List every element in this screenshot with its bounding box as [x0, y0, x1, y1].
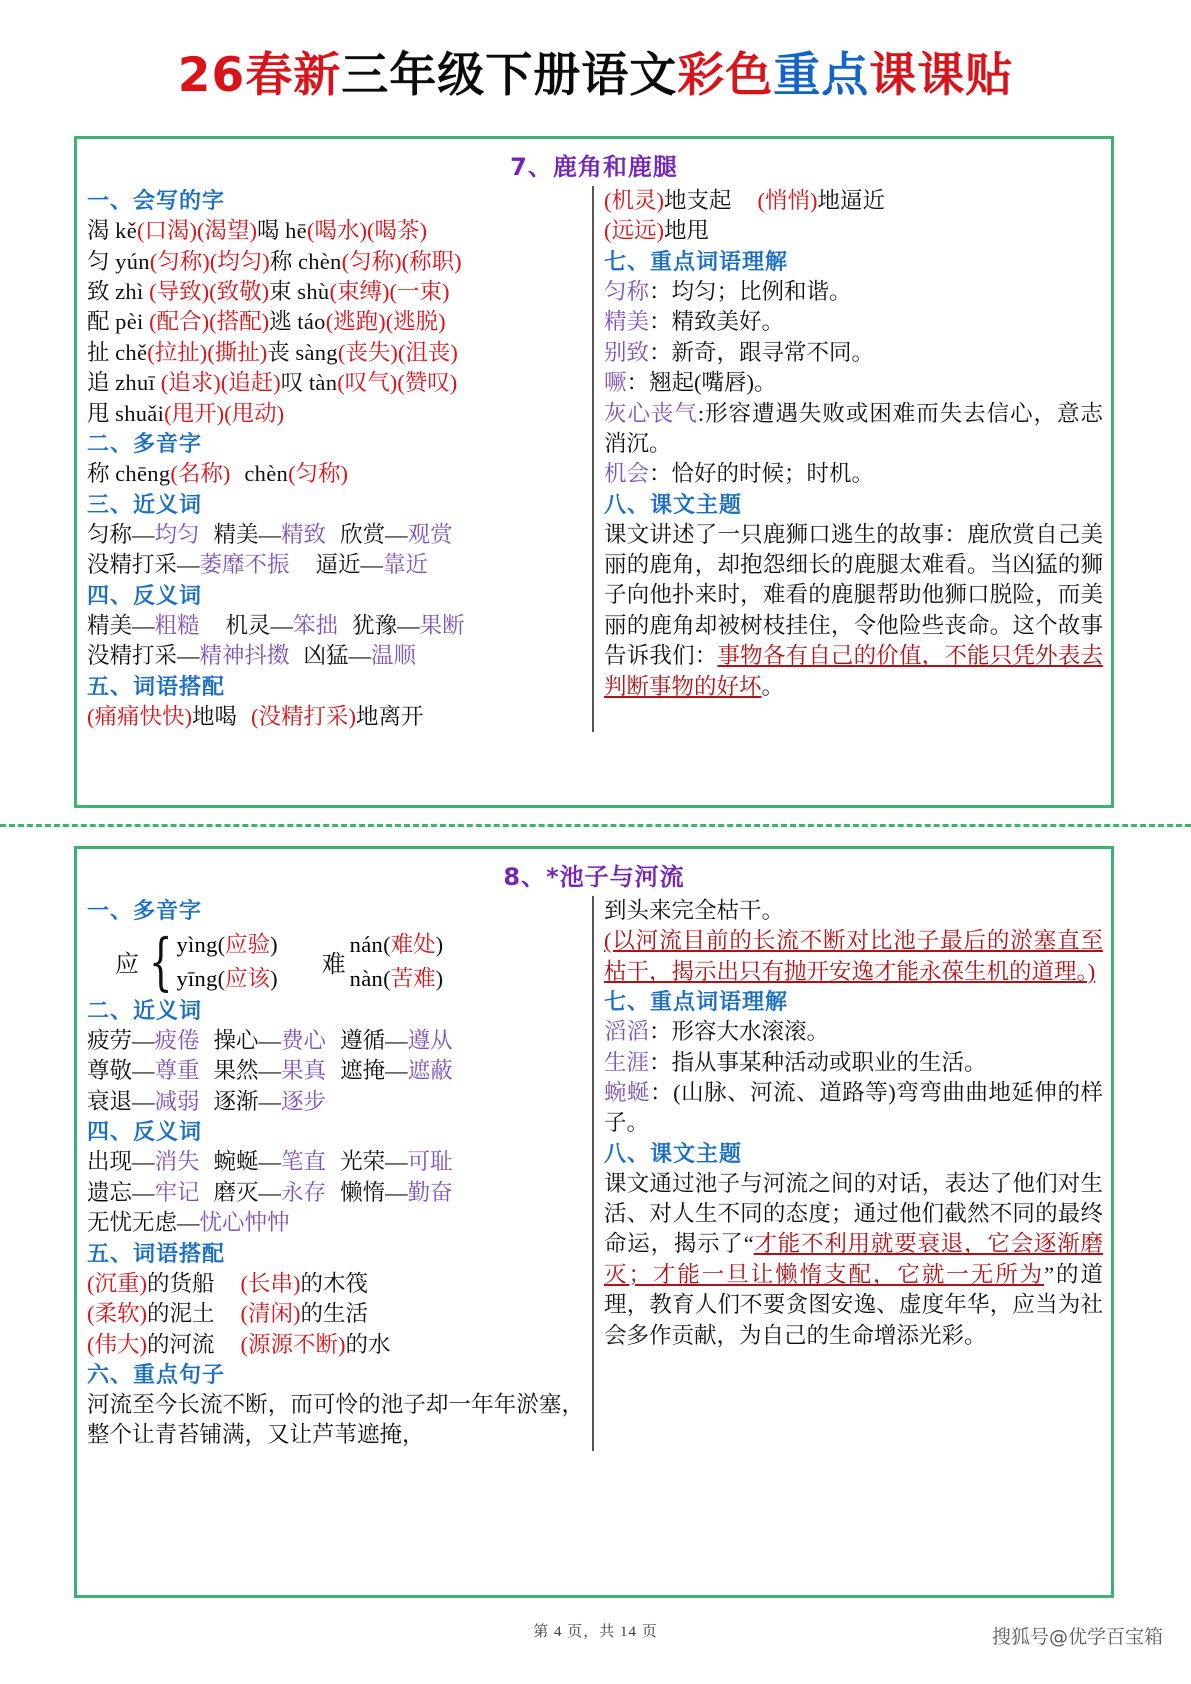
- section-heading-antonyms: 四、反义词: [87, 1120, 203, 1146]
- section-heading-synonyms: 二、近义词: [87, 998, 203, 1024]
- glossary-entry: 生涯：指从事某种活动或职业的生活。: [604, 1049, 987, 1075]
- lesson-8-right-column: [594, 896, 1111, 1451]
- antonym-line: 遗忘—牢记 磨灭—永存 懒惰—勤奋: [87, 1179, 453, 1205]
- section-heading-synonyms: 三、近义词: [87, 492, 203, 518]
- section-heading-collocations: 五、词语搭配: [87, 674, 226, 700]
- theme-paragraph: [604, 1169, 1103, 1351]
- page-title: [0, 0, 1191, 115]
- glossary-entry: 灰心丧气:形容遭遇失败或困难而失去信心，意志消沉。: [604, 400, 1103, 456]
- left-brace-icon: {: [148, 924, 173, 998]
- char-line: 扯 chě(拉扯)(撕扯)丧 sàng(丧失)(沮丧): [87, 339, 458, 365]
- antonym-line: 出现—消失 蜿蜒—笔直 光荣—可耻: [87, 1149, 453, 1175]
- lesson-8-heading: 8、*池子与河流: [503, 863, 685, 891]
- collocation-line: (柔软)的泥土 (清闲)的生活: [87, 1301, 369, 1327]
- collocation-line: (痛痛快快)地喝 (没精打采)地离开: [87, 703, 424, 729]
- glossary-term: 机会: [604, 461, 650, 487]
- char-line: 匀 yún(匀称)(均匀)称 chèn(匀称)(称职): [87, 248, 462, 274]
- section-heading-theme: 八、课文主题: [604, 492, 743, 518]
- synonym-line: 匀称—均匀 精美—精致 欣赏—观赏: [87, 521, 453, 547]
- glossary-def: 新奇，跟寻常不同。: [671, 339, 875, 365]
- char-line: 追 zhuī (追求)(追赶)叹 tàn(叹气)(赞叹): [87, 370, 458, 396]
- example-word: 难处: [390, 932, 436, 958]
- section-heading-antonyms: 四、反义词: [87, 583, 203, 609]
- section-heading-key-words: 七、重点词语理解: [604, 249, 789, 275]
- glossary-term: 匀称: [604, 279, 650, 304]
- lesson-card-8: [74, 846, 1114, 1598]
- theme-highlight: 才能不利用就要衰退，它会逐渐磨灭；才能一旦让懒惰支配，它就一无所为: [604, 1231, 1103, 1287]
- glossary-def: 均匀；比例和谐。: [671, 279, 852, 304]
- title-part-5: 课课贴: [869, 48, 1014, 103]
- synonym-line: 衰退—减弱 逐渐—逐步: [87, 1088, 327, 1114]
- pinyin: nán: [349, 932, 384, 958]
- synonym-line: 疲劳—疲倦 操心—费心 遵循—遵从: [87, 1027, 453, 1053]
- char-line: 致 zhì (导致)(致敬)束 shù(束缚)(一束): [87, 279, 450, 304]
- glossary-term: 别致: [604, 339, 650, 365]
- lesson-7-heading: 7、鹿角和鹿腿: [510, 153, 678, 181]
- lesson-7-right-column: [594, 186, 1111, 732]
- synonym-line: 尊敬—尊重 果然—果真 遮掩—遮蔽: [87, 1058, 453, 1084]
- page-number: 第 4 页，共 14 页: [533, 1624, 658, 1640]
- collocation-line: (沉重)的货船 (长串)的木筏: [87, 1270, 369, 1296]
- pinyin: yīng: [176, 965, 218, 991]
- section-heading-write-chars: 一、会写的字: [87, 189, 226, 214]
- dashed-separator: [0, 824, 1191, 827]
- theme-highlight: 事物各有自己的价值，不能只凭外表去判断事物的好坏: [604, 643, 1103, 699]
- section-heading-key-words: 七、重点词语理解: [604, 990, 789, 1016]
- lesson-card-7: [74, 136, 1114, 808]
- polyphone-reading: yīng(应该): [176, 965, 278, 991]
- polyphone-char: 应: [115, 952, 139, 979]
- pinyin: yìng: [176, 932, 218, 958]
- glossary-def: (山脉、河流、道路等)弯弯曲曲地延伸的样子。: [604, 1079, 1103, 1136]
- glossary-entry: 机会：恰好的时候；时机。: [604, 461, 875, 487]
- char-line: 配 pèi (配合)(搭配)逃 táo(逃跑)(逃脱): [87, 309, 446, 335]
- collocation-line: (远远)地甩: [604, 218, 710, 244]
- lesson-7-left-column: [77, 186, 594, 732]
- glossary-def: 精致美好。: [671, 309, 785, 335]
- antonym-line: 无忧无虑—忧心忡忡: [87, 1210, 290, 1236]
- pinyin: nàn: [349, 965, 384, 991]
- polyphone-readings: [350, 928, 443, 996]
- glossary-entry: 匀称：均匀；比例和谐。: [604, 279, 852, 304]
- section-heading-collocations: 五、词语搭配: [87, 1241, 226, 1267]
- title-part-4: 重点: [773, 48, 870, 103]
- key-sentence: 河流至今长流不断，而可怜的池子却一年年淤塞，整个让青苔铺满，又让芦苇遮掩，: [87, 1392, 584, 1448]
- polyphone-reading: nàn(苦难): [349, 965, 444, 991]
- lesson-8-left-column: [77, 896, 594, 1451]
- glossary-entry: 别致：新奇，跟寻常不同。: [604, 339, 875, 365]
- theme-text-end: ”的道理，教育人们不要贪图安逸、虚度年华，应当为社会多作贡献，为自己的生命增添光彩。: [604, 1261, 1103, 1348]
- key-sentence-continuation: 到头来完全枯干。: [604, 898, 785, 923]
- example-word: 应验: [225, 932, 271, 958]
- char-line: 甩 shuǎi(甩开)(甩动): [87, 400, 285, 426]
- char-line: 渴 kě(口渴)(渴望)喝 hē(喝水)(喝茶): [87, 218, 427, 244]
- glossary-entry: 精美：精致美好。: [604, 309, 785, 335]
- lesson-8-columns: [77, 896, 1111, 1451]
- title-part-3: 彩色: [677, 48, 774, 103]
- polyphone-reading: yìng(应验): [176, 932, 278, 958]
- glossary-def: 恰好的时候；时机。: [671, 461, 875, 487]
- example-word: 应该: [225, 965, 271, 991]
- theme-paragraph: [604, 520, 1103, 702]
- polyphone-brace-group: [87, 924, 584, 998]
- synonym-line: 没精打采—萎靡不振 逼近—靠近: [87, 552, 429, 578]
- polyphone-char: 难: [321, 952, 346, 979]
- polyphone-readings: [176, 928, 277, 996]
- glossary-entry: 噘：翘起(嘴唇)。: [604, 370, 777, 396]
- glossary-def: 翘起(嘴唇)。: [649, 370, 777, 396]
- glossary-def: 指从事某种活动或职业的生活。: [671, 1049, 987, 1075]
- glossary-entry: 蜿蜒：(山脉、河流、道路等)弯弯曲曲地延伸的样子。: [604, 1079, 1103, 1136]
- section-heading-theme: 八、课文主题: [604, 1141, 743, 1167]
- glossary-term: 生涯: [604, 1049, 650, 1075]
- collocation-line: (机灵)地支起 (悄悄)地逼近: [604, 188, 886, 213]
- theme-text-end: 。: [761, 673, 785, 699]
- collocation-line: (伟大)的河流 (源源不断)的水: [87, 1331, 391, 1357]
- antonym-line: 没精打采—精神抖擞 凶猛—温顺: [87, 643, 417, 669]
- glossary-term: 噘: [604, 370, 627, 396]
- example-word: 苦难: [390, 965, 436, 991]
- glossary-term: 灰心丧气: [604, 400, 698, 426]
- lesson-7-columns: [77, 186, 1111, 732]
- polyphone-line: 称 chēng(名称) chèn(匀称): [87, 461, 349, 487]
- theme-text-start: 课文通过池子与河流之间的对话，表达了他们对生活、对人生不同的态度；通过他们截然不同的最终命运，揭示了“: [604, 1170, 1103, 1257]
- theme-text: 课文讲述了一只鹿狮口逃生的故事：鹿欣赏自己美丽的鹿角，却抱怨细长的鹿腿太难看。当凶猛的狮子向他扑来时，难看的鹿腿帮助他狮口脱险，而美丽的鹿角却被树枝挂住，令他险些丧命。这个故事告诉我们：: [604, 521, 1103, 669]
- polyphone-reading: nán(难处): [349, 932, 444, 958]
- glossary-term: 蜿蜒: [604, 1079, 651, 1105]
- glossary-entry: 滔滔：形容大水滚滚。: [604, 1019, 830, 1045]
- glossary-term: 精美: [604, 309, 650, 335]
- section-heading-polyphone: 二、多音字: [87, 432, 203, 458]
- section-heading-key-sentence: 六、重点句子: [87, 1362, 226, 1388]
- glossary-term: 滔滔: [604, 1019, 650, 1045]
- watermark: 搜狐号@优学百宝箱: [991, 1626, 1163, 1648]
- glossary-def: 形容大水滚滚。: [671, 1019, 830, 1045]
- title-part-1: 26春新: [177, 48, 342, 103]
- sentence-analysis: (以河流目前的长流不断对比池子最后的淤塞直至枯干，揭示出只有抛开安逸才能永葆生机的道理。): [604, 928, 1103, 984]
- glossary-def: 形容遭遇失败或困难而失去信心，意志消沉。: [604, 400, 1103, 456]
- antonym-line: 精美—粗糙 机灵—笨拙 犹豫—果断: [87, 612, 465, 638]
- section-heading-polyphone: 一、多音字: [87, 899, 203, 924]
- title-part-2: 三年级下册语文: [341, 48, 678, 103]
